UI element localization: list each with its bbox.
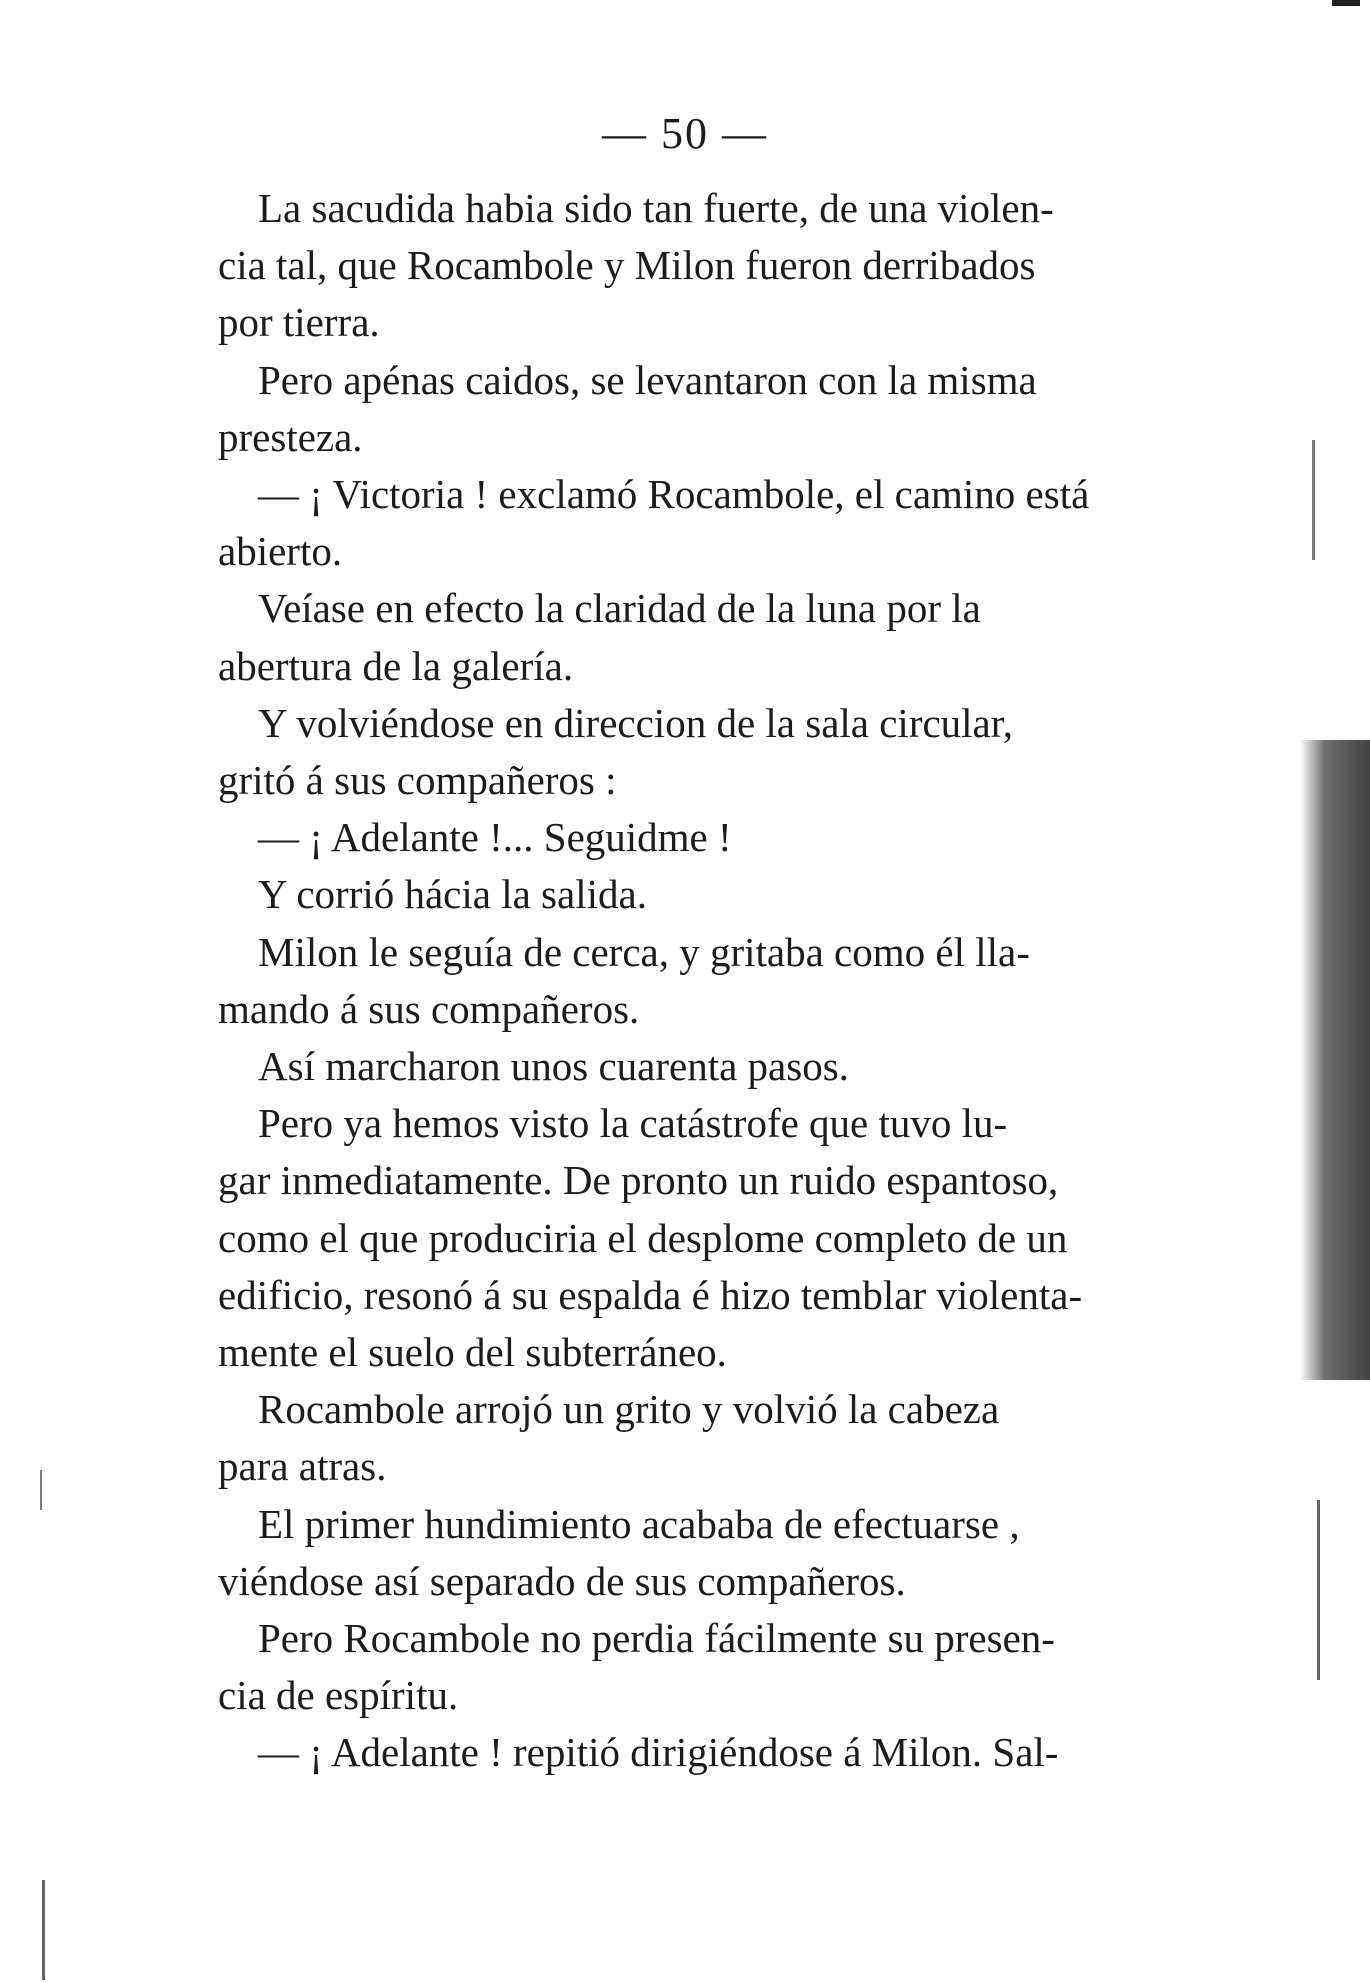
text-line: Pero apénas caidos, se levantaron con la misma (258, 356, 1037, 403)
text-line: abierto. (218, 528, 343, 575)
paragraph (218, 580, 1138, 694)
text-line: cia de espíritu. (218, 1672, 459, 1719)
text-line: Y volviéndose en direccion de la sala circular, (258, 699, 1014, 746)
text-line: Rocambole arrojó un grito y volvió la cabeza (258, 1386, 1000, 1433)
text-line: Y corrió hácia la salida. (258, 871, 647, 918)
paragraph (218, 466, 1138, 580)
text-line: Veíase en efecto la claridad de la luna por la (258, 585, 981, 632)
paragraph (218, 1095, 1138, 1381)
text-line: Así marcharon unos cuarenta pasos. (258, 1043, 849, 1090)
paragraph (218, 809, 1138, 866)
paragraph (218, 1496, 1138, 1610)
text-line: — ¡ Adelante !... Seguidme ! (258, 814, 732, 861)
text-line: cia tal, que Rocambole y Milon fueron derribados (218, 242, 1036, 289)
text-line: presteza. (218, 413, 363, 460)
text-line: La sacudida habia sido tan fuerte, de una violen- (258, 185, 1054, 231)
text-line: Milon le seguía de cerca, y gritaba como él lla- (258, 928, 1030, 975)
paragraph (218, 1038, 1138, 1095)
text-line: Pero Rocambole no perdia fácilmente su presen- (258, 1615, 1055, 1662)
paragraph (218, 1610, 1138, 1724)
scan-edge-mark (1312, 440, 1315, 560)
text-line: El primer hundimiento acababa de efectuarse , (258, 1500, 1020, 1547)
text-line: mando á sus compañeros. (218, 985, 640, 1032)
scan-edge-mark (40, 1470, 42, 1510)
text-line: gar inmediatamente. De pronto un ruido espantoso, (218, 1157, 1059, 1204)
text-line: abertura de la galería. (218, 642, 574, 689)
text-line: como el que produciria el desplome completo de un (218, 1214, 1068, 1261)
text-line: por tierra. (218, 299, 380, 346)
body-text (218, 180, 1138, 1782)
text-line: gritó á sus compañeros : (218, 757, 617, 804)
scan-edge-shadow (1300, 740, 1370, 1380)
paragraph (218, 924, 1138, 1038)
text-line: edificio, resonó á su espalda é hizo temblar violenta- (218, 1271, 1083, 1318)
text-line: Pero ya hemos visto la catástrofe que tuvo lu- (258, 1100, 1008, 1147)
scan-edge-mark (42, 1880, 45, 1980)
paragraph (218, 695, 1138, 809)
text-line: — ¡ Victoria ! exclamó Rocambole, el camino está (258, 471, 1090, 518)
scan-edge-mark (1317, 1500, 1320, 1680)
text-line: para atras. (218, 1443, 387, 1490)
paragraph (218, 1724, 1138, 1781)
paragraph (218, 866, 1138, 923)
text-line: — ¡ Adelante ! repitió dirigiéndose á Milon. Sal- (258, 1729, 1059, 1776)
text-line: viéndose así separado de sus compañeros. (218, 1557, 906, 1604)
paragraph (218, 352, 1138, 466)
paragraph (218, 1381, 1138, 1495)
scan-edge-mark (1332, 0, 1360, 6)
text-line: mente el suelo del subterráneo. (218, 1329, 727, 1376)
page-number: — 50 — (602, 109, 768, 158)
paragraph (218, 180, 1138, 352)
